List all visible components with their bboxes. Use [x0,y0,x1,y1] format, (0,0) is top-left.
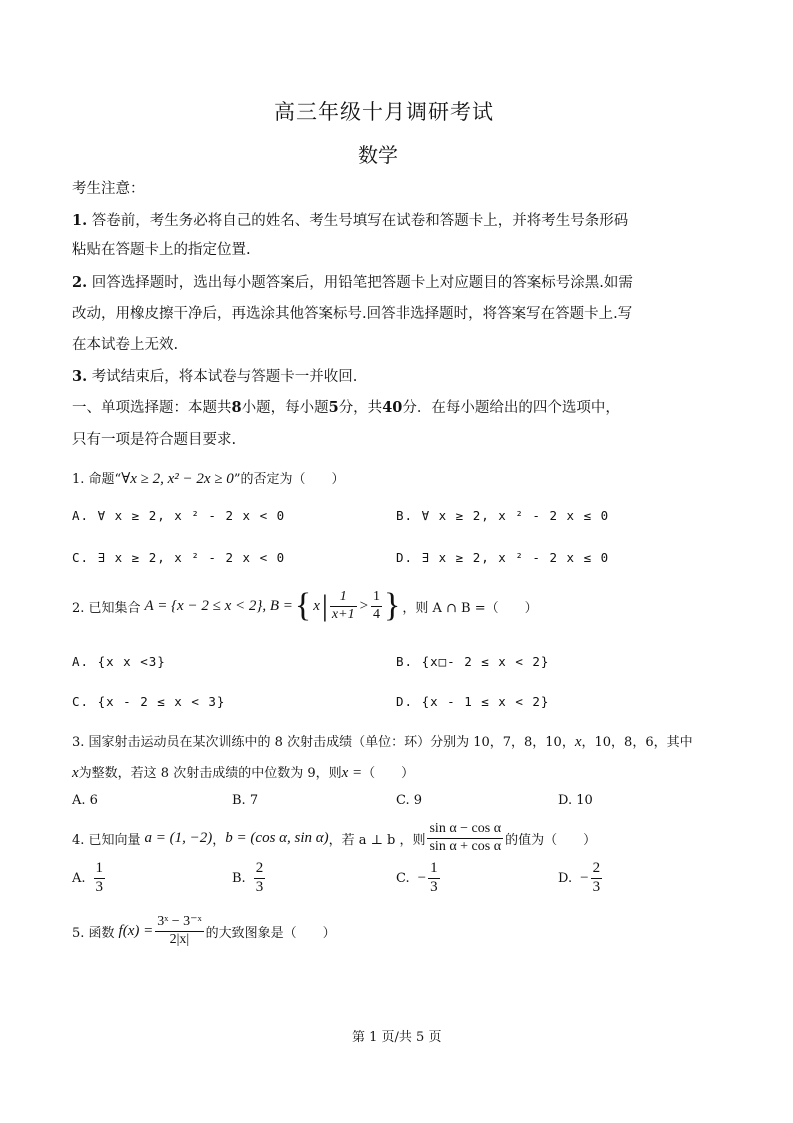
question-1-expression: ∀x ≥ 2, x² − 2x ≥ 0 [121,471,234,487]
notice-item-1-number: 1. [72,212,88,229]
section-1-heading-mid1: 小题，每小题 [241,400,329,416]
section-1-points-total: 40 [382,399,403,416]
notice-item-3-text: 考试结束后，将本试卷与答题卡一并收回. [91,369,358,385]
question-1-stem [72,468,344,488]
question-2-option-d[interactable]: D. {x - 1 ≤ x < 2} [396,694,550,709]
question-5-post: 的大致图象是（ ） [205,925,336,941]
exam-subject: 数学 [358,143,398,167]
question-4-option-d[interactable] [558,860,602,896]
notice-item-1-line2: 粘贴在答题卡上的指定位置. [72,242,251,258]
notice-heading: 考生注意： [72,181,145,197]
question-4-option-d-sign: − [580,869,589,886]
question-2-set-a: A = {x − 2 ≤ x < 2}, B = [144,597,293,614]
question-3-option-c[interactable]: C. 9 [396,793,423,808]
question-4-fraction [427,821,503,854]
question-4-option-d-den: 3 [592,878,601,895]
question-4-option-b-den: 3 [255,878,264,895]
page-number: 第 1 页/共 5 页 [352,1030,442,1045]
question-3-line2-post: （ ） [362,766,415,781]
question-4-option-d-fraction [591,860,603,896]
question-4-option-a-label: A. [72,870,86,886]
question-3-stem-line2 [72,762,414,782]
question-1-option-b[interactable]: B. ∀ x ≥ 2, x ² - 2 x ≤ 0 [396,508,610,523]
question-5-fraction-num: 3ˣ − 3⁻ˣ [155,914,203,931]
question-5-pre: 5. 函数 [72,925,115,941]
question-2-fraction-den: x+1 [331,606,355,622]
set-brace-left-icon: { [294,587,312,624]
question-1-option-c[interactable]: C. ∃ x ≥ 2, x ² - 2 x < 0 [72,550,286,565]
question-2-post: ，则 A ∩ B =（ ） [402,600,538,616]
question-1-pre: 1. 命题“ [72,472,122,487]
question-4-option-c-num: 1 [428,860,440,878]
question-2-option-b[interactable]: B. {x□- 2 ≤ x < 2} [396,654,550,669]
question-3-var-x-2: x [72,765,79,781]
question-4-option-b[interactable] [232,860,265,896]
question-4-option-b-num: 2 [254,860,266,878]
question-3-option-d[interactable]: D. 10 [558,793,593,808]
section-1-heading-pre: 一、单项选择题：本题共 [72,400,232,416]
question-5-function: f(x) = [118,922,154,939]
question-5-fraction-den: 2|x| [169,931,190,947]
question-3-line1-post: ，10，8，6，其中 [581,735,693,750]
set-brace-right-icon: } [384,587,401,624]
question-5-stem [72,910,336,952]
question-2-fraction-2 [371,589,382,622]
notice-item-2-number: 2. [72,274,88,291]
notice-item-2-line2: 改动，用橡皮擦干净后，再选涂其他答案标号.回答非选择题时，将答案写在答题卡上.写 [72,306,633,322]
question-3-stem-line1 [72,731,693,751]
question-4-option-b-fraction [254,860,266,896]
question-3-option-b[interactable]: B. 7 [232,793,259,808]
exam-title: 高三年级十月调研考试 [274,100,494,124]
question-4-option-a-num: 1 [94,860,106,878]
question-4-fraction-num: sin α − cos α [427,821,503,838]
question-4-post: 的值为（ ） [505,832,597,848]
question-2-fraction-2-num: 1 [371,589,382,606]
question-2-fraction [330,589,357,622]
question-2-fraction-num: 1 [330,589,357,606]
question-2-stem [72,586,538,626]
question-4-option-c-fraction [428,860,440,896]
question-2-gt: > [359,597,369,614]
question-1-option-a[interactable]: A. ∀ x ≥ 2, x ² - 2 x < 0 [72,508,286,523]
question-3-option-a[interactable]: A. 6 [72,793,98,808]
question-4-stem [72,817,596,859]
question-4-option-d-label: D. [558,870,573,886]
question-4-mid: ，若 a ⊥ b ，则 [328,832,426,848]
question-4-pre: 4. 已知向量 [72,832,141,848]
section-1-heading-post: 分．在每小题给出的四个选项中， [402,400,620,416]
question-4-option-c-den: 3 [430,878,438,895]
question-1-option-d[interactable]: D. ∃ x ≥ 2, x ² - 2 x ≤ 0 [396,550,610,565]
notice-item-1-text: 答卷前，考生务必将自己的姓名、考生号填写在试卷和答题卡上，并将考生号条形码 [91,213,629,229]
section-1-heading [72,396,620,417]
question-3-line1-text: 3. 国家射击运动员在某次训练中的 8 次射击成绩（单位：环）分别为 10，7，8，10， [72,735,575,750]
question-2-set-b-var: x [313,597,320,614]
set-divider-icon: | [321,589,328,622]
question-1-post: ”的否定为（ ） [233,472,345,487]
notice-item-2-line3: 在本试卷上无效. [72,337,179,353]
question-2-pre: 2. 已知集合 [72,600,141,616]
notice-item-3 [72,365,357,386]
question-4-vector-a: a = (1, −2) [144,829,213,846]
question-5-fraction [155,914,203,947]
section-1-question-count: 8 [231,399,242,416]
notice-item-1 [72,209,628,230]
section-1-heading-mid2: 分，共 [338,400,383,416]
question-4-option-d-num: 2 [591,860,603,878]
question-2-option-a[interactable]: A. {x x <3} [72,654,166,669]
question-4-option-b-label: B. [232,870,246,886]
question-4-option-a-fraction [94,860,106,896]
question-3-line2-eq: x = [341,765,363,781]
notice-item-3-number: 3. [72,368,88,385]
question-3-line2-text: 为整数，若这 8 次射击成绩的中位数为 9，则 [78,766,342,781]
question-4-vector-b: b = (cos α, sin α) [225,829,329,846]
question-4-option-c-sign: − [417,869,427,886]
question-2-option-c[interactable]: C. {x - 2 ≤ x < 3} [72,694,226,709]
question-4-comma: ， [212,832,226,848]
question-4-option-c[interactable] [396,860,440,896]
question-4-fraction-den: sin α + cos α [429,838,502,854]
question-2-fraction-2-den: 4 [373,606,381,622]
notice-item-2 [72,271,633,292]
question-3-var-x: x [574,734,582,750]
section-1-heading-line2: 只有一项是符合题目要求. [72,432,237,448]
section-1-points-each: 5 [328,399,339,416]
question-4-option-a-den: 3 [95,878,104,895]
notice-item-2-text: 回答选择题时，选出每小题答案后，用铅笔把答题卡上对应题目的答案标号涂黑.如需 [91,275,633,291]
question-4-option-c-label: C. [396,870,410,886]
question-4-option-a[interactable] [72,860,105,896]
